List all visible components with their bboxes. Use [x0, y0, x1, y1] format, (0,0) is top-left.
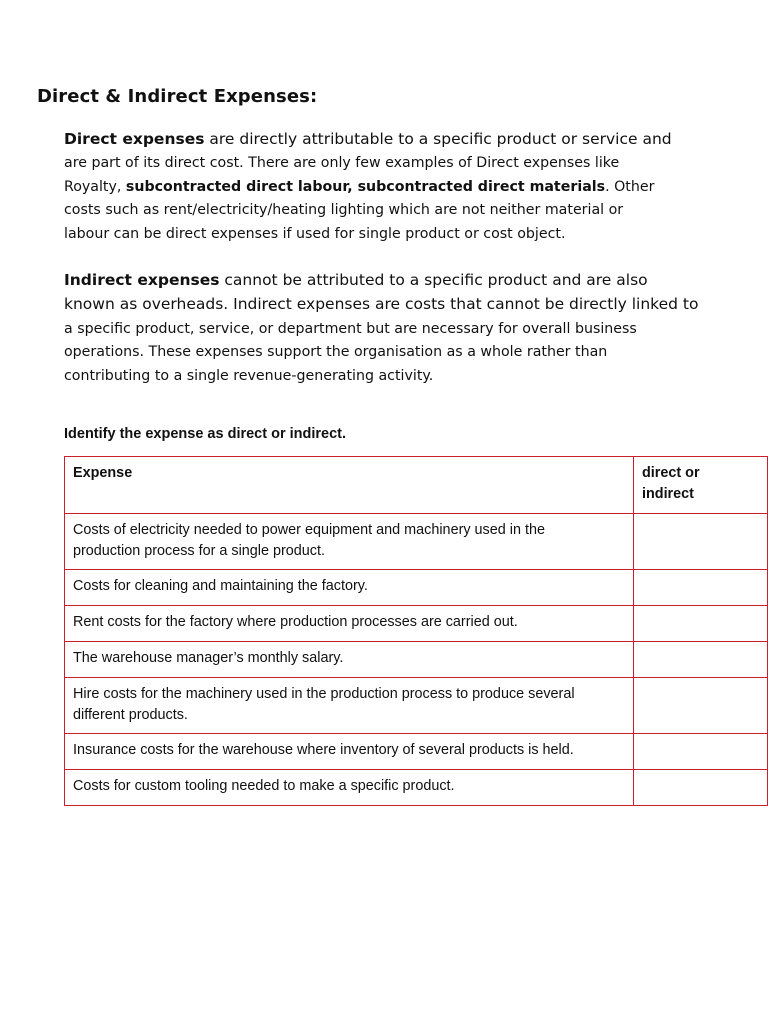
direct-line-5: labour can be direct expenses if used for single product or cost object.	[64, 225, 566, 242]
expense-text-line-1: Costs of electricity needed to power equipment and machinery used in the	[73, 522, 545, 538]
expense-text-line-1: Costs for cleaning and maintaining the factory.	[73, 578, 368, 594]
expense-cell	[65, 514, 634, 570]
direct-or-indirect-column-header	[633, 457, 767, 514]
expense-text-line-1: Costs for custom tooling needed to make a specific product.	[73, 778, 455, 794]
table-row	[65, 678, 768, 734]
expense-cell	[65, 606, 634, 642]
direct-examples-bold: subcontracted direct labour, subcontracted direct materials	[125, 178, 606, 195]
exercise-instruction: Identify the expense as direct or indirect.	[64, 426, 347, 442]
page-title: Direct & Indirect Expenses:	[37, 86, 318, 107]
answer-header-line-2: indirect	[641, 485, 694, 502]
direct-line-4: costs such as rent/electricity/heating lighting which are not neither material or	[64, 202, 624, 219]
indirect-line-3: a specific product, service, or department but are necessary for overall business	[64, 320, 637, 337]
table-row	[65, 770, 768, 806]
direct-expenses-paragraph	[64, 128, 704, 246]
direct-line-3-start: Royalty,	[64, 178, 126, 195]
direct-line-3-end: . Other	[605, 178, 655, 195]
expense-text-line-1: Hire costs for the machinery used in the production process to produce several	[73, 686, 575, 702]
indirect-line-4: operations. These expenses support the organisation as a whole rather than	[64, 344, 608, 361]
expense-text-line-1: Insurance costs for the warehouse where inventory of several products is held.	[73, 742, 574, 758]
answer-cell[interactable]	[633, 734, 767, 770]
expense-classification-table	[64, 456, 768, 806]
table-row	[65, 642, 768, 678]
answer-cell[interactable]	[633, 606, 767, 642]
expense-text-line-2: production process for a single product.	[73, 542, 325, 559]
indirect-line-2: known as overheads. Indirect expenses are costs that cannot be directly linked to	[64, 295, 699, 314]
indirect-expenses-term: Indirect expenses	[64, 271, 220, 289]
direct-line-2: are part of its direct cost. There are only few examples of Direct expenses like	[64, 155, 620, 172]
table-row	[65, 606, 768, 642]
expense-cell	[65, 570, 634, 606]
answer-cell[interactable]	[633, 770, 767, 806]
direct-expenses-term: Direct expenses	[64, 130, 205, 148]
answer-cell[interactable]	[633, 678, 767, 734]
expense-cell	[65, 678, 634, 734]
table-header-row	[65, 457, 768, 514]
expense-cell	[65, 770, 634, 806]
expense-column-header: Expense	[65, 457, 634, 514]
indirect-expenses-paragraph	[64, 269, 704, 388]
answer-cell[interactable]	[633, 570, 767, 606]
answer-header-line-1: direct or	[641, 465, 700, 481]
table-row	[65, 514, 768, 570]
expense-cell	[65, 734, 634, 770]
direct-line-1: are directly attributable to a specific product or service and	[204, 130, 672, 148]
indirect-line-5: contributing to a single revenue-generating activity.	[64, 367, 434, 384]
answer-cell[interactable]	[633, 514, 767, 570]
expense-text-line-1: Rent costs for the factory where production processes are carried out.	[73, 614, 518, 630]
expense-text-line-1: The warehouse manager’s monthly salary.	[73, 650, 344, 666]
expense-text-line-2: different products.	[73, 706, 188, 723]
table-row	[65, 570, 768, 606]
indirect-line-1: cannot be attributed to a specific product and are also	[219, 271, 648, 289]
table-row	[65, 734, 768, 770]
answer-cell[interactable]	[633, 642, 767, 678]
expense-cell	[65, 642, 634, 678]
